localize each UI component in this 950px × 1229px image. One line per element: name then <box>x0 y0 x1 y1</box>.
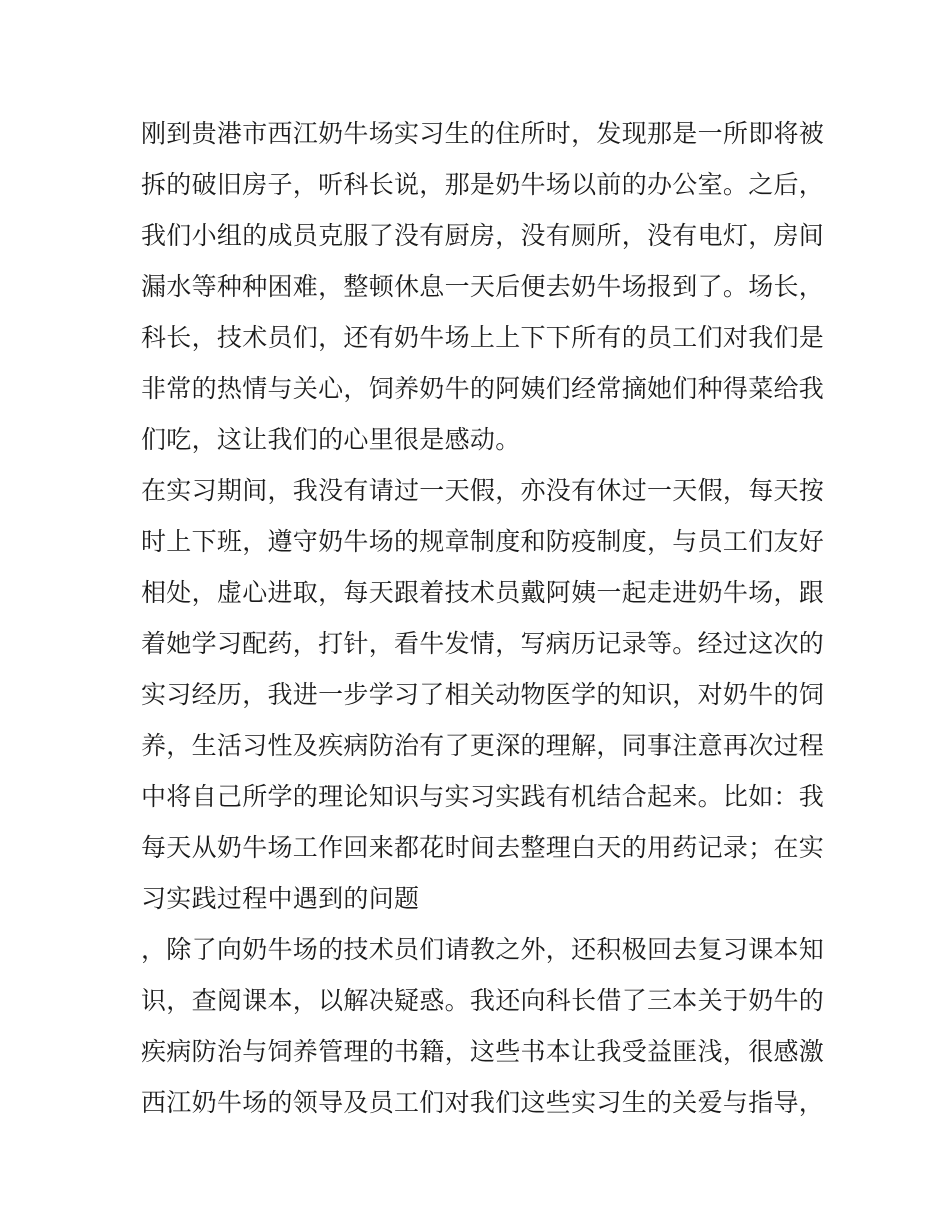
document-body <box>141 108 825 1128</box>
text-line: 实习经历，我进一步学习了相关动物医学的知识，对奶牛的饲 <box>141 680 825 709</box>
text-line: 在实习期间，我没有请过一天假，亦没有休过一天假，每天按 <box>141 476 825 505</box>
text-line: ，除了向奶牛场的技术员们请教之外，还积极回去复习课本知 <box>141 935 825 964</box>
text-line: 中将自己所学的理论知识与实习实践有机结合起来。比如：我 <box>141 782 825 811</box>
text-line: 着她学习配药，打针，看牛发情，写病历记录等。经过这次的 <box>141 629 825 658</box>
text-line: 漏水等种种困难，整顿休息一天后便去奶牛场报到了。场长， <box>141 272 825 301</box>
text-line: 疾病防治与饲养管理的书籍，这些书本让我受益匪浅，很感激 <box>141 1037 825 1066</box>
text-line: 时上下班，遵守奶牛场的规章制度和防疫制度，与员工们友好 <box>141 527 825 556</box>
text-line: 西江奶牛场的领导及员工们对我们这些实习生的关爱与指导， <box>141 1088 825 1117</box>
text-line: 们吃，这让我们的心里很是感动。 <box>141 425 521 454</box>
text-line: 习实践过程中遇到的问题 <box>141 884 420 913</box>
text-line: 拆的破旧房子，听科长说，那是奶牛场以前的办公室。之后， <box>141 170 825 199</box>
text-line: 我们小组的成员克服了没有厨房，没有厕所，没有电灯，房间 <box>141 221 825 250</box>
text-line: 科长，技术员们，还有奶牛场上上下下所有的员工们对我们是 <box>141 323 825 352</box>
text-line: 刚到贵港市西江奶牛场实习生的住所时，发现那是一所即将被 <box>141 119 825 148</box>
text-line: 相处，虚心进取，每天跟着技术员戴阿姨一起走进奶牛场，跟 <box>141 578 825 607</box>
text-line: 非常的热情与关心，饲养奶牛的阿姨们经常摘她们种得菜给我 <box>141 374 825 403</box>
text-line: 识，查阅课本，以解决疑惑。我还向科长借了三本关于奶牛的 <box>141 986 825 1015</box>
text-line: 每天从奶牛场工作回来都花时间去整理白天的用药记录；在实 <box>141 833 825 862</box>
text-line: 养，生活习性及疾病防治有了更深的理解，同事注意再次过程 <box>141 731 825 760</box>
